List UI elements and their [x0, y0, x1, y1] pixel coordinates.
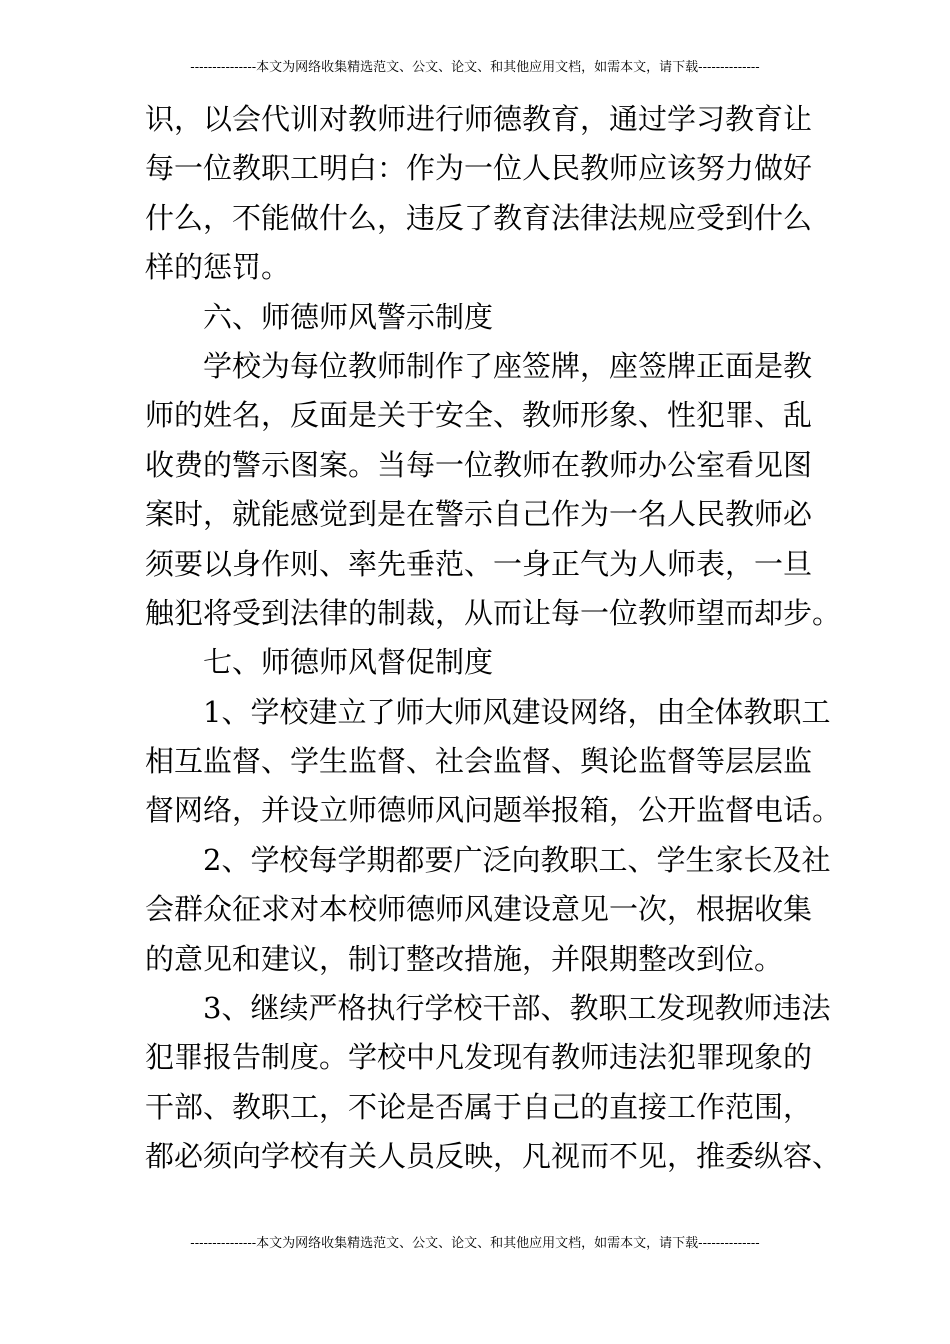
text-line: 案时，就能感觉到是在警示自己作为一名人民教师必 [145, 497, 813, 532]
text-line: 收费的警示图案。当每一位教师在教师办公室看见图 [145, 447, 813, 482]
text-line: 什么，不能做什么，违反了教育法律法规应受到什么 [145, 200, 813, 235]
text-line: 样的惩罚。 [145, 250, 291, 285]
text-line: 的意见和建议，制订整改措施，并限期整改到位。 [145, 941, 784, 976]
text-line: 须要以身作则、率先垂范、一身正气为人师表，一旦 [145, 546, 813, 581]
text-line: 相互监督、学生监督、社会监督、舆论监督等层层监 [145, 744, 813, 779]
section-heading: 七、师德师风督促制度 [203, 645, 494, 680]
header-banner: ---------------本文为网络收集精选范文、公文、论文、和其他应用文档，如需本文，请下载-------------- [190, 60, 760, 75]
text-line: 督网络，并设立师德师风问题举报箱，公开监督电话。 [145, 793, 842, 828]
text-line: 犯罪报告制度。学校中凡发现有教师违法犯罪现象的 [145, 1040, 813, 1075]
text-line: 3、继续严格执行学校干部、教职工发现教师违法 [203, 991, 831, 1026]
section-heading: 六、师德师风警示制度 [203, 299, 494, 334]
document-body [145, 95, 842, 1182]
text-line: 每一位教职工明白：作为一位人民教师应该努力做好 [145, 151, 813, 186]
text-line: 干部、教职工，不论是否属于自己的直接工作范围， [145, 1089, 813, 1124]
text-line: 触犯将受到法律的制裁，从而让每一位教师望而却步。 [145, 595, 842, 630]
text-line: 识，以会代训对教师进行师德教育，通过学习教育让 [145, 102, 813, 136]
footer-banner: ---------------本文为网络收集精选范文、公文、论文、和其他应用文档，如需本文，请下载-------------- [190, 1236, 760, 1251]
text-line: 1、学校建立了师大师风建设网络，由全体教职工 [203, 694, 831, 729]
text-line: 学校为每位教师制作了座签牌，座签牌正面是教 [203, 348, 813, 383]
text-line: 师的姓名，反面是关于安全、教师形象、性犯罪、乱 [145, 398, 813, 433]
text-line: 都必须向学校有关人员反映，凡视而不见，推委纵容、 [145, 1139, 842, 1174]
text-line: 会群众征求对本校师德师风建设意见一次，根据收集 [145, 892, 813, 927]
text-line: 2、学校每学期都要广泛向教职工、学生家长及社 [203, 842, 831, 877]
